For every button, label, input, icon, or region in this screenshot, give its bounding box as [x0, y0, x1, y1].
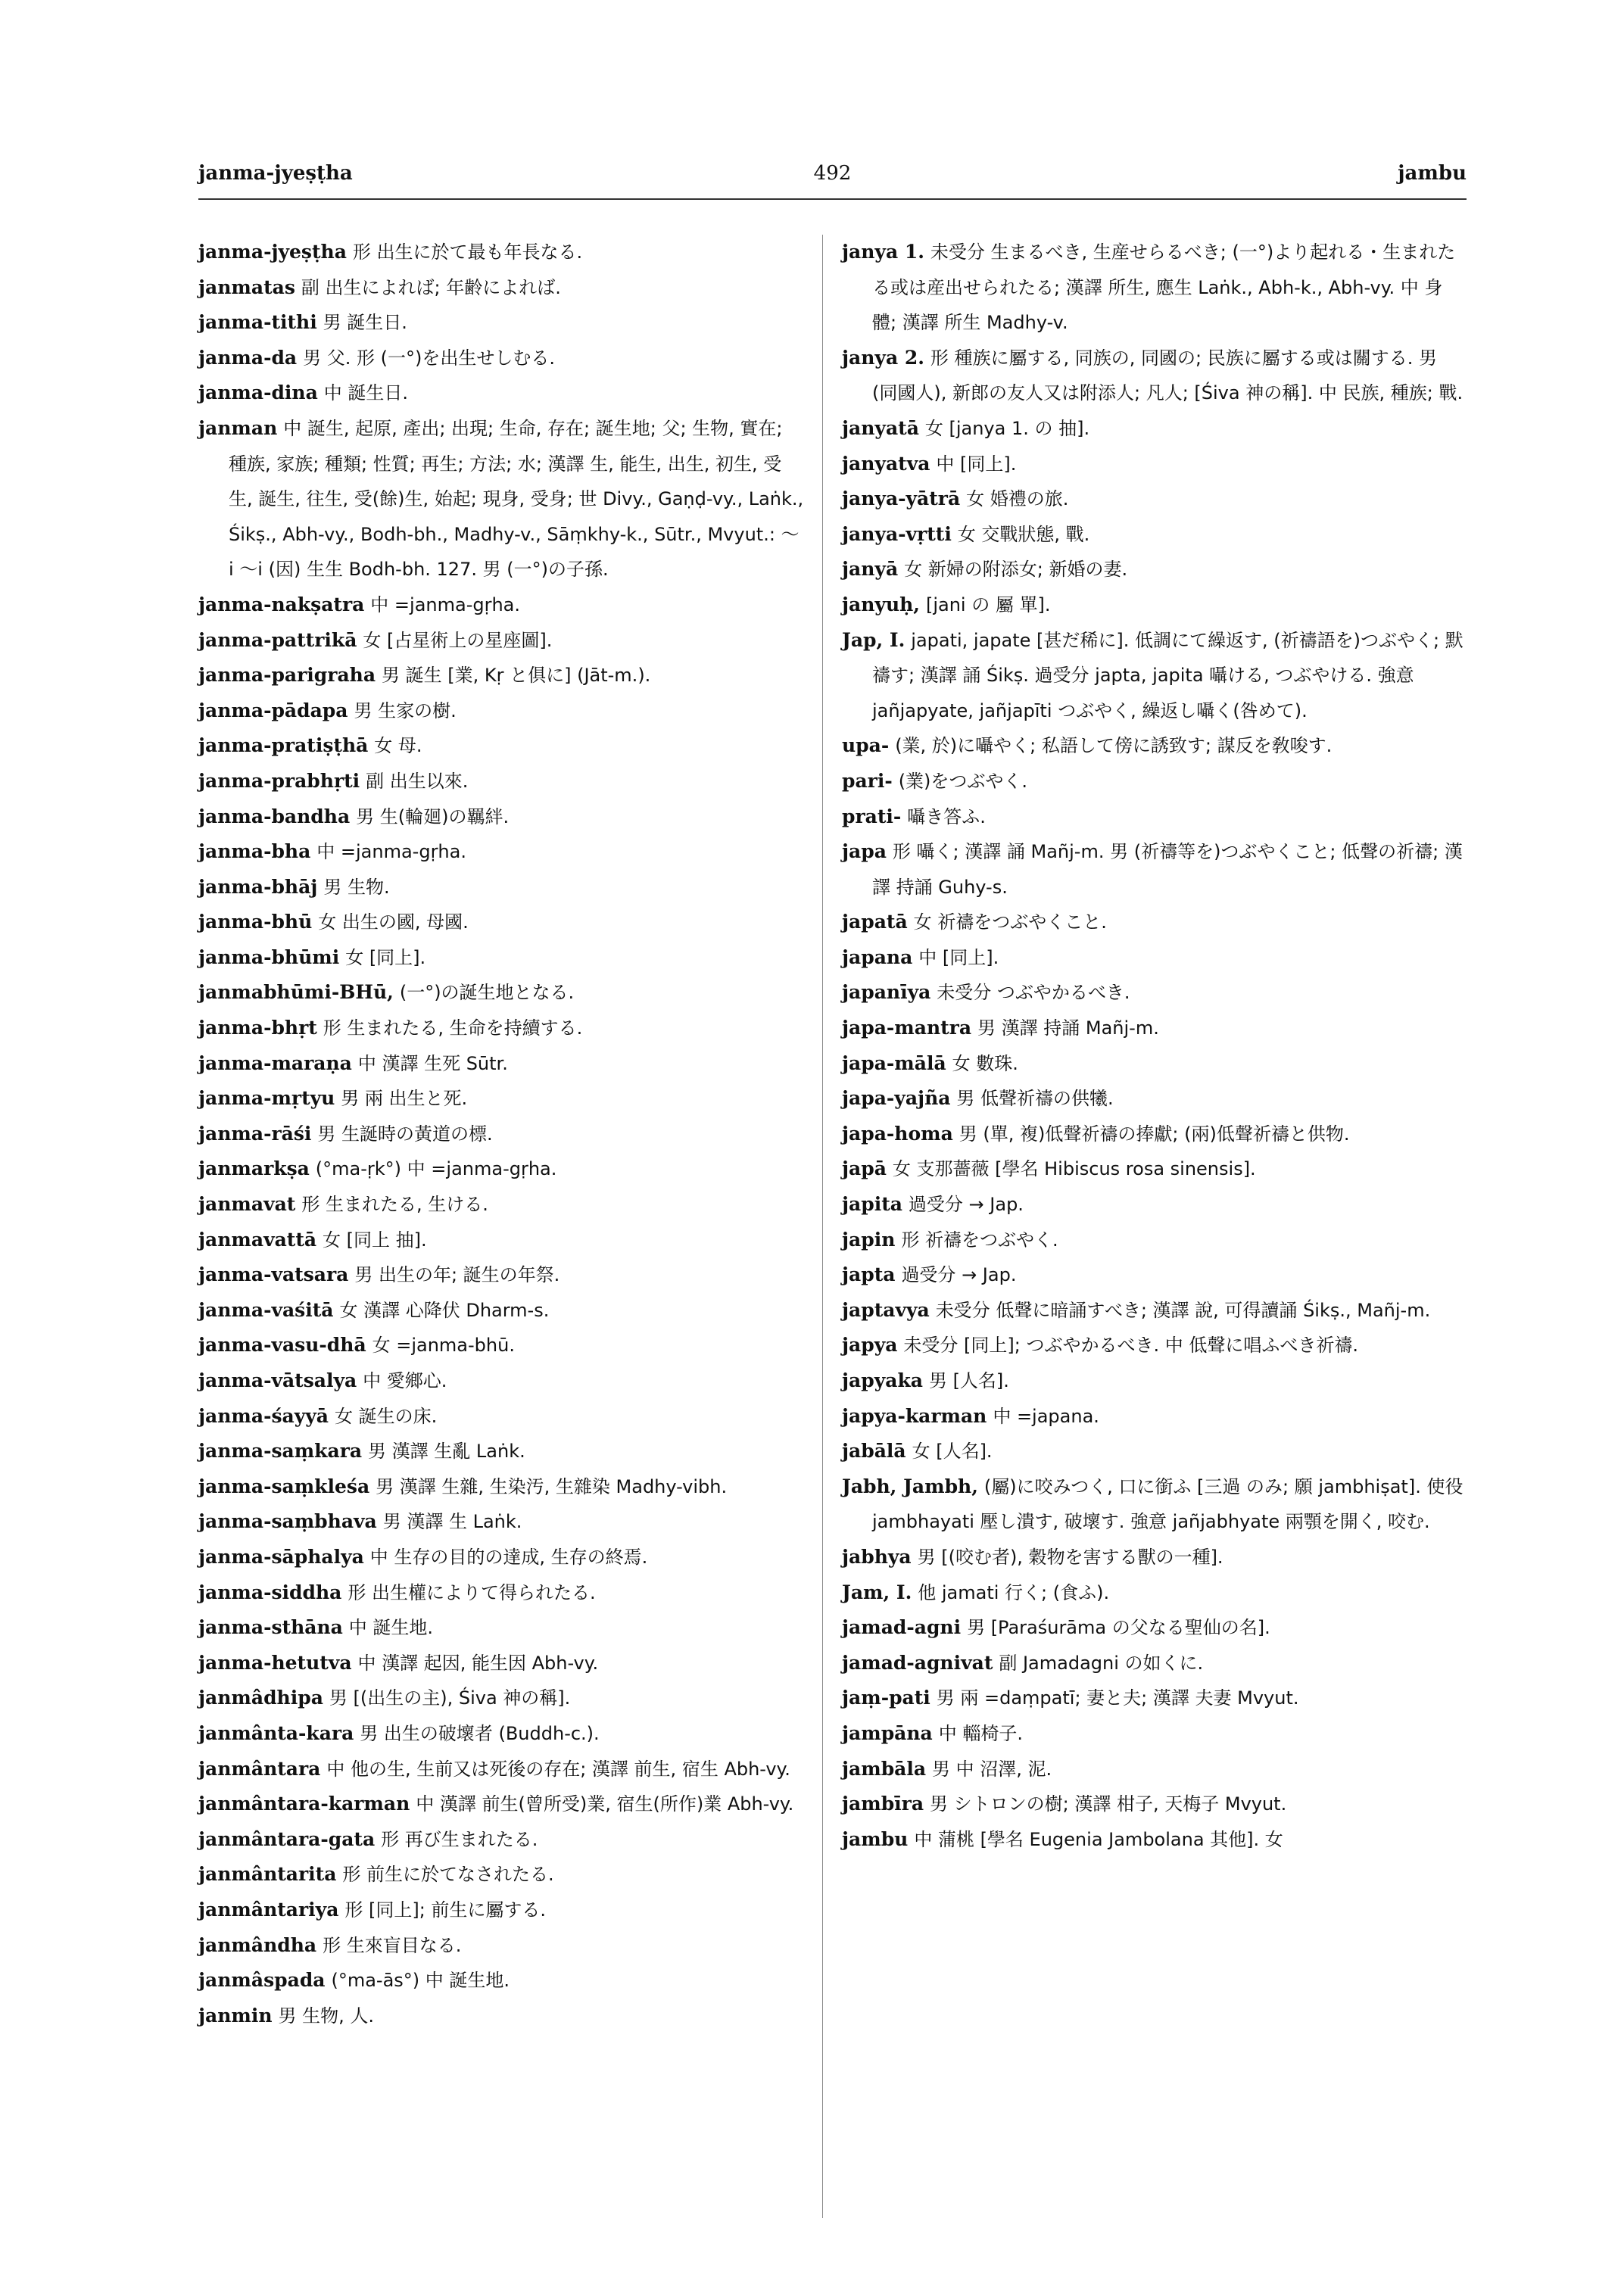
dictionary-entry [842, 1752, 1467, 1787]
entry-headword: janyatā [842, 416, 919, 439]
entry-definition: 女 祈禱をつぶやくこと. [913, 911, 1107, 933]
dictionary-entry [198, 587, 804, 623]
entry-definition: 囁き答ふ. [907, 805, 986, 827]
dictionary-entry [842, 235, 1467, 341]
entry-headword: janma-vaśitā [198, 1298, 334, 1321]
entry-headword: janmântarita [198, 1863, 337, 1886]
entry-headword: janma-da [198, 346, 298, 369]
entry-definition: 他 jamati 行く; (食ふ). [918, 1581, 1110, 1603]
entry-definition: (業, 於)に囁やく; 私語して傍に誘致す; 謀反を敎唆す. [895, 735, 1333, 757]
entry-definition: 男 漢譯 生 Laṅk. [382, 1511, 522, 1533]
entry-headword: janyatva [842, 452, 930, 475]
dictionary-entry [842, 587, 1467, 623]
entry-definition: 形 囁く; 漢譯 誦 Mañj-m. 男 (祈禱等を)つぶやくこと; 低聲の祈禱; 漢譯 持誦 Guhy-s. [872, 841, 1463, 898]
entry-headword: janmâdhipa [198, 1687, 323, 1709]
entry-definition: 中 [同上]. [918, 946, 999, 968]
entry-headword: janma-siddha [198, 1581, 342, 1603]
entry-definition: 形 種族に屬する, 同族の, 同國の; 民族に屬する或は關する. 男 (同國人), 新郎の友人又は附添人; 凡人; [Śiva 神の稱]. 中 民族, 種族; 戰. [872, 347, 1463, 404]
entry-headword: jaṃ-pati [842, 1687, 930, 1709]
dictionary-entry [842, 341, 1467, 411]
dictionary-entry [198, 1469, 804, 1505]
dictionary-entry [198, 1681, 804, 1716]
dictionary-entry [198, 1893, 804, 1928]
dictionary-entry [198, 1046, 804, 1082]
entry-headword: janma-sāphalya [198, 1545, 364, 1568]
entry-headword: janma-pādapa [198, 699, 348, 721]
entry-definition: 男 [(出生の主), Śiva 神の稱]. [329, 1687, 571, 1709]
entry-definition: 男 [(咬む者), 穀物を害する獸の一種]. [917, 1546, 1223, 1568]
entry-definition: 中 誕生地. [348, 1617, 434, 1639]
entry-definition: 男 出生の破壞者 (Buddh-c.). [360, 1722, 600, 1744]
entry-headword: janmântara [198, 1757, 321, 1780]
entry-headword: Jap, I. [842, 628, 906, 651]
dictionary-entry [842, 975, 1467, 1011]
dictionary-entry [198, 1399, 804, 1435]
dictionary-entry [198, 235, 804, 270]
entry-headword: janma-saṃbhava [198, 1510, 377, 1533]
entry-definition: 中 [同上]. [936, 453, 1017, 475]
page-header [198, 162, 1467, 200]
dictionary-entry [842, 1293, 1467, 1329]
entry-definition: 男 [Paraśurāma の父なる聖仙の名]. [967, 1617, 1270, 1639]
entry-definition: 女 出生の國, 母國. [318, 911, 469, 933]
entry-definition: 男 (單, 複)低聲祈禱の捧獻; (兩)低聲祈禱と供物. [959, 1123, 1350, 1145]
entry-headword: janma-vatsara [198, 1263, 349, 1286]
dictionary-entry [198, 658, 804, 693]
dictionary-entry [842, 1681, 1467, 1716]
dictionary-entry [198, 1787, 804, 1822]
entry-definition: 未受分 低聲に暗誦すべき; 漢譯 說, 可得讀誦 Śikṣ., Mañj-m. [935, 1299, 1431, 1321]
entry-headword: janma-mṛtyu [198, 1087, 335, 1110]
entry-headword: janma-rāśi [198, 1122, 312, 1145]
dictionary-entry [198, 834, 804, 870]
dictionary-entry [842, 1081, 1467, 1117]
entry-headword: janmatas [198, 276, 295, 298]
dictionary-entry [198, 1011, 804, 1046]
dictionary-entry [842, 1223, 1467, 1258]
left-column [198, 235, 804, 2033]
entry-headword: janmavat [198, 1193, 296, 1216]
entry-headword: janya-vṛtti [842, 522, 952, 545]
entry-definition: japati, japate [甚だ稀に]. 低調にて繰返す, (祈禱語を)つぶやく; 默禱す; 漢譯 誦 Śikṣ. 過受分 japta, japita 囁ける, つぶやける. 強意 jañjapyate, jañjapīti つぶやく, 繰返し囁く(咎めて). [872, 629, 1463, 721]
entry-headword: janmânta-kara [198, 1721, 354, 1744]
entry-headword: janmântariya [198, 1898, 339, 1921]
entry-definition: 副 出生によれば; 年齢によれば. [301, 276, 561, 298]
dictionary-entry [842, 1399, 1467, 1435]
dictionary-entry [198, 1646, 804, 1681]
entry-headword: janma-tithi [198, 311, 317, 334]
entry-definition: 形 出生權によりて得られたる. [348, 1581, 596, 1603]
entry-definition: 副 Jamadagni の如くに. [999, 1652, 1204, 1674]
entry-headword: janma-pattrikā [198, 628, 357, 651]
entry-definition: 副 出生以來. [366, 770, 469, 792]
entry-headword: janmântara-gata [198, 1827, 376, 1850]
entry-headword: janmabhūmi-BHū, [198, 981, 394, 1004]
dictionary-entry [842, 1787, 1467, 1822]
entry-headword: jamad-agnivat [842, 1651, 993, 1674]
running-head-right: jambu [1398, 162, 1467, 185]
dictionary-entry [198, 1117, 804, 1152]
entry-headword: jabālā [842, 1440, 906, 1463]
entry-headword: japya-karman [842, 1404, 987, 1427]
entry-headword: janma-śayyā [198, 1404, 329, 1427]
dictionary-entry [842, 411, 1467, 447]
dictionary-entry [198, 623, 804, 659]
entry-headword: janmândha [198, 1933, 317, 1956]
entry-headword: jambīra [842, 1793, 924, 1815]
dictionary-entry [198, 1857, 804, 1893]
entry-headword: japatā [842, 911, 908, 933]
entry-definition: 男 生物. [323, 876, 390, 898]
dictionary-entry [198, 1223, 804, 1258]
entry-definition: 形 生まれたる, 生ける. [301, 1194, 488, 1216]
entry-headword: japa-mālā [842, 1051, 946, 1074]
entry-definition: 女 [janya 1. の 抽]. [924, 417, 1090, 439]
entry-definition: 男 生家の樹. [354, 699, 457, 721]
entry-headword: jamad-agni [842, 1616, 962, 1639]
entry-headword: jambu [842, 1827, 909, 1850]
dictionary-entry [842, 1151, 1467, 1187]
entry-headword: janma-parigraha [198, 664, 376, 687]
dictionary-entry [842, 1540, 1467, 1575]
entry-headword: japana [842, 946, 913, 968]
entry-definition: 過受分 → Jap. [908, 1194, 1024, 1216]
dictionary-entry [198, 1575, 804, 1611]
entry-definition: 中 蒲桃 [學名 Eugenia Jambolana 其他]. 女 [914, 1828, 1283, 1850]
dictionary-entry [842, 1187, 1467, 1223]
entry-headword: janya-yātrā [842, 488, 961, 510]
entry-definition: 女 誕生の床. [334, 1405, 438, 1427]
entry-headword: janmâspada [198, 1969, 326, 1992]
dictionary-entry [198, 1716, 804, 1752]
entry-definition: 形 生まれたる, 生命を持續する. [323, 1017, 583, 1039]
entry-headword: janma-bhūmi [198, 946, 340, 968]
dictionary-entry [198, 1293, 804, 1329]
entry-definition: 男 父. 形 (一°)を出生せしむる. [303, 347, 555, 369]
dictionary-entry [198, 1963, 804, 1999]
dictionary-entry [198, 411, 804, 587]
entry-headword: janma-jyeṣṭha [198, 241, 347, 263]
dictionary-entry [198, 1504, 804, 1540]
dictionary-entry [842, 1469, 1467, 1540]
entry-headword: japya [842, 1334, 898, 1357]
dictionary-entry [198, 1610, 804, 1646]
dictionary-entry [842, 1575, 1467, 1611]
entry-headword: janya 1. [842, 241, 924, 263]
entry-headword: japyaka [842, 1369, 923, 1391]
entry-definition: 男 中 沼澤, 泥. [932, 1758, 1052, 1780]
entry-headword: janma-dina [198, 382, 318, 404]
dictionary-entry [842, 834, 1467, 905]
entry-definition: 形 前生に於てなされたる. [342, 1864, 554, 1886]
dictionary-entry [842, 1646, 1467, 1681]
entry-definition: 男 シトロンの樹; 漢譯 柑子, 天梅子 Mvyut. [930, 1793, 1287, 1815]
entry-headword: janmin [198, 2004, 273, 2027]
entry-definition: 女 [占星術上の星座圖]. [363, 629, 553, 651]
dictionary-entry [198, 270, 804, 306]
entry-definition: 中 漢譯 前生(曾所受)業, 宿生(所作)業 Abh-vy. [416, 1793, 794, 1815]
dictionary-entry [198, 799, 804, 835]
dictionary-entry [198, 870, 804, 905]
entry-definition: 男 出生の年; 誕生の年祭. [354, 1264, 560, 1286]
entry-headword: janma-bha [198, 840, 311, 863]
entry-definition: 男 [人名]. [928, 1370, 1009, 1391]
entry-headword: janma-vātsalya [198, 1369, 357, 1391]
dictionary-entry [842, 623, 1467, 729]
entry-headword: janma-sthāna [198, 1616, 343, 1639]
entry-definition: 女 [同上 抽]. [323, 1229, 427, 1251]
entry-headword: janmavattā [198, 1228, 317, 1251]
entry-definition: 男 誕生 [業, Kṛ と俱に] (Jāt-m.). [381, 665, 651, 687]
dictionary-entry [842, 1328, 1467, 1363]
entry-definition: 男 兩 =daṃpatī; 妻と夫; 漢譯 夫妻 Mvyut. [936, 1687, 1299, 1709]
entry-definition: 未受分 つぶやかるべき. [937, 982, 1130, 1004]
dictionary-entry [842, 481, 1467, 517]
entry-definition: (業)をつぶやく. [898, 770, 1028, 792]
dictionary-entry [198, 305, 804, 341]
entry-headword: janma-bhṛt [198, 1017, 317, 1039]
dictionary-entry [842, 447, 1467, 482]
entry-headword: janmântara-karman [198, 1793, 410, 1815]
dictionary-entry [198, 1822, 804, 1858]
dictionary-entry [842, 764, 1467, 799]
entry-headword: janma-vasu-dhā [198, 1334, 366, 1357]
entry-definition: 中 =janma-gṛha. [370, 594, 521, 615]
entry-definition: 未受分 [同上]; つぶやかるべき. 中 低聲に唱ふべき祈禱. [903, 1335, 1358, 1357]
right-column [842, 235, 1467, 1857]
entry-definition: 中 輜椅子. [938, 1722, 1023, 1744]
entry-headword: janma-prabhṛti [198, 769, 360, 792]
dictionary-entry [198, 1187, 804, 1223]
entry-definition: 中 漢譯 起因, 能生因 Abh-vy. [357, 1652, 599, 1674]
dictionary-entry [842, 1117, 1467, 1152]
dictionary-entry [842, 1822, 1467, 1858]
entry-headword: jampāna [842, 1721, 933, 1744]
entry-definition: 過受分 → Jap. [901, 1264, 1017, 1286]
entry-definition: 女 新婦の附添女; 新婚の妻. [904, 559, 1128, 581]
entry-definition: 女 支那薔薇 [學名 Hibiscus rosa sinensis]. [892, 1158, 1256, 1180]
dictionary-entry [198, 341, 804, 376]
dictionary-entry [198, 1328, 804, 1363]
dictionary-entry [842, 905, 1467, 940]
entry-definition: 男 漢譯 生雜, 生染汚, 生雜染 Madhy-vibh. [376, 1475, 728, 1497]
entry-definition: 形 祈禱をつぶやく. [901, 1229, 1058, 1251]
entry-headword: japa-mantra [842, 1017, 972, 1039]
dictionary-entry [198, 728, 804, 764]
dictionary-entry [198, 693, 804, 729]
entry-definition: (°ma-ās°) 中 誕生地. [331, 1970, 510, 1992]
entry-headword: jambāla [842, 1757, 927, 1780]
entry-headword: janyā [842, 558, 899, 581]
dictionary-entry [198, 1999, 804, 2034]
entry-definition: 中 誕生日. [323, 382, 409, 404]
entry-headword: janman [198, 416, 278, 439]
dictionary-entry [842, 517, 1467, 553]
entry-definition: 中 生存の目的の達成, 生存の終焉. [369, 1546, 648, 1568]
entry-headword: pari- [842, 769, 893, 792]
entry-definition: 形 生來盲目なる. [323, 1934, 462, 1956]
entry-definition: 中 =janma-gṛha. [316, 841, 466, 863]
running-head-left: janma-jyeṣṭha [198, 162, 353, 185]
entry-headword: janma-maraṇa [198, 1051, 352, 1074]
entry-headword: japita [842, 1193, 902, 1216]
entry-definition: 中 誕生, 起原, 產出; 出現; 生命, 存在; 誕生地; 父; 生物, 實在; 種族, 家族; 種類; 性質; 再生; 方法; 水; 漢譯 生, 能生, 出生, 初生, 受生, 誕生, 往生, 受(餘)生, 始起; 現身, 受身; 世 Divy., Gaṇḍ-vy., Laṅk., Śikṣ., Abh-vy., Bodh-bh., Madhy-v., Sāṃkhy-k., Sūtr., Mvyut.: 〜i 〜i (因) 生生 Bodh-bh. 127. 男 (一°)の子孫. [229, 417, 804, 581]
header-rule [198, 198, 1467, 200]
entry-definition: 女 [同上]. [345, 946, 426, 968]
entry-headword: japtavya [842, 1298, 930, 1321]
dictionary-entry [842, 1434, 1467, 1469]
entry-definition: 女 交戰狀態, 戰. [957, 523, 1090, 545]
entry-headword: janma-pratiṣṭhā [198, 734, 369, 757]
dictionary-entry [842, 1257, 1467, 1293]
entry-definition: 男 生誕時の黃道の標. [317, 1123, 493, 1145]
entry-definition: 中 =japana. [993, 1405, 1099, 1427]
entry-headword: janma-bhū [198, 911, 313, 933]
dictionary-entry [842, 1046, 1467, 1082]
entry-definition: 男 生(輪廻)の羈絆. [356, 805, 510, 827]
dictionary-entry [842, 940, 1467, 976]
dictionary-entry [198, 975, 804, 1011]
dictionary-entry [198, 1363, 804, 1399]
entry-definition: 女 母. [374, 735, 422, 757]
entry-headword: japā [842, 1157, 887, 1180]
dictionary-entry [842, 1363, 1467, 1399]
entry-definition: (屬)に咬みつく, 口に銜ふ [三過 のみ; 願 jambhiṣat]. 使役 jambhayati 壓し潰す, 破壞す. 強意 jañjabhyate 兩顎を開く, 咬む. [872, 1475, 1463, 1533]
entry-definition: 形 [同上]; 前生に屬する. [344, 1899, 547, 1921]
entry-headword: japa-yajña [842, 1087, 951, 1110]
entry-headword: japa-homa [842, 1122, 953, 1145]
entry-headword: janma-bandha [198, 805, 351, 827]
entry-definition: 女 漢譯 心降伏 Dharm-s. [339, 1299, 550, 1321]
dictionary-entry [842, 1011, 1467, 1046]
entry-definition: 男 誕生日. [323, 312, 407, 334]
entry-headword: japta [842, 1263, 896, 1286]
entry-definition: 女 數珠. [952, 1052, 1018, 1074]
dictionary-entry [198, 1151, 804, 1187]
entry-definition: 男 低聲祈禱の供犧. [956, 1088, 1114, 1110]
entry-headword: prati- [842, 805, 902, 827]
dictionary-entry [198, 905, 804, 940]
entry-headword: janma-hetutva [198, 1651, 352, 1674]
dictionary-entry [842, 552, 1467, 587]
entry-headword: janma-bhāj [198, 875, 318, 898]
entry-headword: japin [842, 1228, 896, 1251]
entry-headword: janya 2. [842, 346, 924, 369]
entry-headword: janma-nakṣatra [198, 593, 365, 615]
entry-headword: janyuḥ, [842, 593, 921, 615]
dictionary-entry [198, 1928, 804, 1964]
entry-definition: 形 出生に於て最も年長なる. [352, 241, 583, 263]
entry-definition: 女 婚禮の旅. [966, 488, 1069, 510]
entry-headword: janma-saṃkleśa [198, 1475, 370, 1497]
page-number: 492 [813, 162, 852, 185]
entry-definition: 中 愛鄉心. [363, 1370, 447, 1391]
dictionary-entry [842, 728, 1467, 764]
entry-definition: 女 =janma-bhū. [372, 1335, 515, 1357]
dictionary-entry [198, 1257, 804, 1293]
entry-definition: (一°)の誕生地となる. [399, 982, 575, 1004]
dictionary-entry [842, 799, 1467, 835]
entry-headword: japa [842, 840, 887, 863]
entry-definition: (°ma-ṛk°) 中 =janma-gṛha. [315, 1158, 557, 1180]
entry-headword: janma-saṃkara [198, 1440, 363, 1463]
entry-definition: [jani の 屬 單]. [925, 594, 1051, 615]
entry-headword: jabhya [842, 1545, 912, 1568]
dictionary-entry [842, 1610, 1467, 1646]
entry-headword: upa- [842, 734, 890, 757]
entry-definition: 中 他の生, 生前又は死後の存在; 漢譯 前生, 宿生 Abh-vy. [326, 1758, 790, 1780]
entry-definition: 未受分 生まるべき, 生産せらるべき; (一°)より起れる・生まれたる或は産出せられたる; 漢譯 所生, 應生 Laṅk., Abh-k., Abh-vy. 中 身體; 漢譯 所生 Madhy-v. [872, 241, 1456, 334]
entry-headword: Jam, I. [842, 1581, 912, 1603]
entry-definition: 男 漢譯 持誦 Mañj-m. [977, 1017, 1159, 1039]
entry-headword: janmarkṣa [198, 1157, 310, 1180]
dictionary-entry [198, 1540, 804, 1575]
entry-definition: 形 再び生まれたる. [381, 1828, 538, 1850]
entry-definition: 男 兩 出生と死. [341, 1088, 468, 1110]
entry-definition: 女 [人名]. [912, 1441, 993, 1463]
dictionary-entry [198, 764, 804, 799]
dictionary-entry [198, 1081, 804, 1117]
dictionary-entry [198, 375, 804, 411]
entry-definition: 男 生物, 人. [278, 2005, 375, 2027]
entry-definition: 中 漢譯 生死 Sūtr. [357, 1052, 508, 1074]
entry-headword: Jabh, Jambh, [842, 1475, 978, 1497]
dictionary-entry [198, 1434, 804, 1469]
dictionary-entry [198, 1752, 804, 1787]
dictionary-entry [198, 940, 804, 976]
entry-headword: japanīya [842, 981, 931, 1004]
dictionary-entry [842, 1716, 1467, 1752]
column-divider [822, 235, 823, 2218]
entry-definition: 男 漢譯 生亂 Laṅk. [368, 1441, 525, 1463]
